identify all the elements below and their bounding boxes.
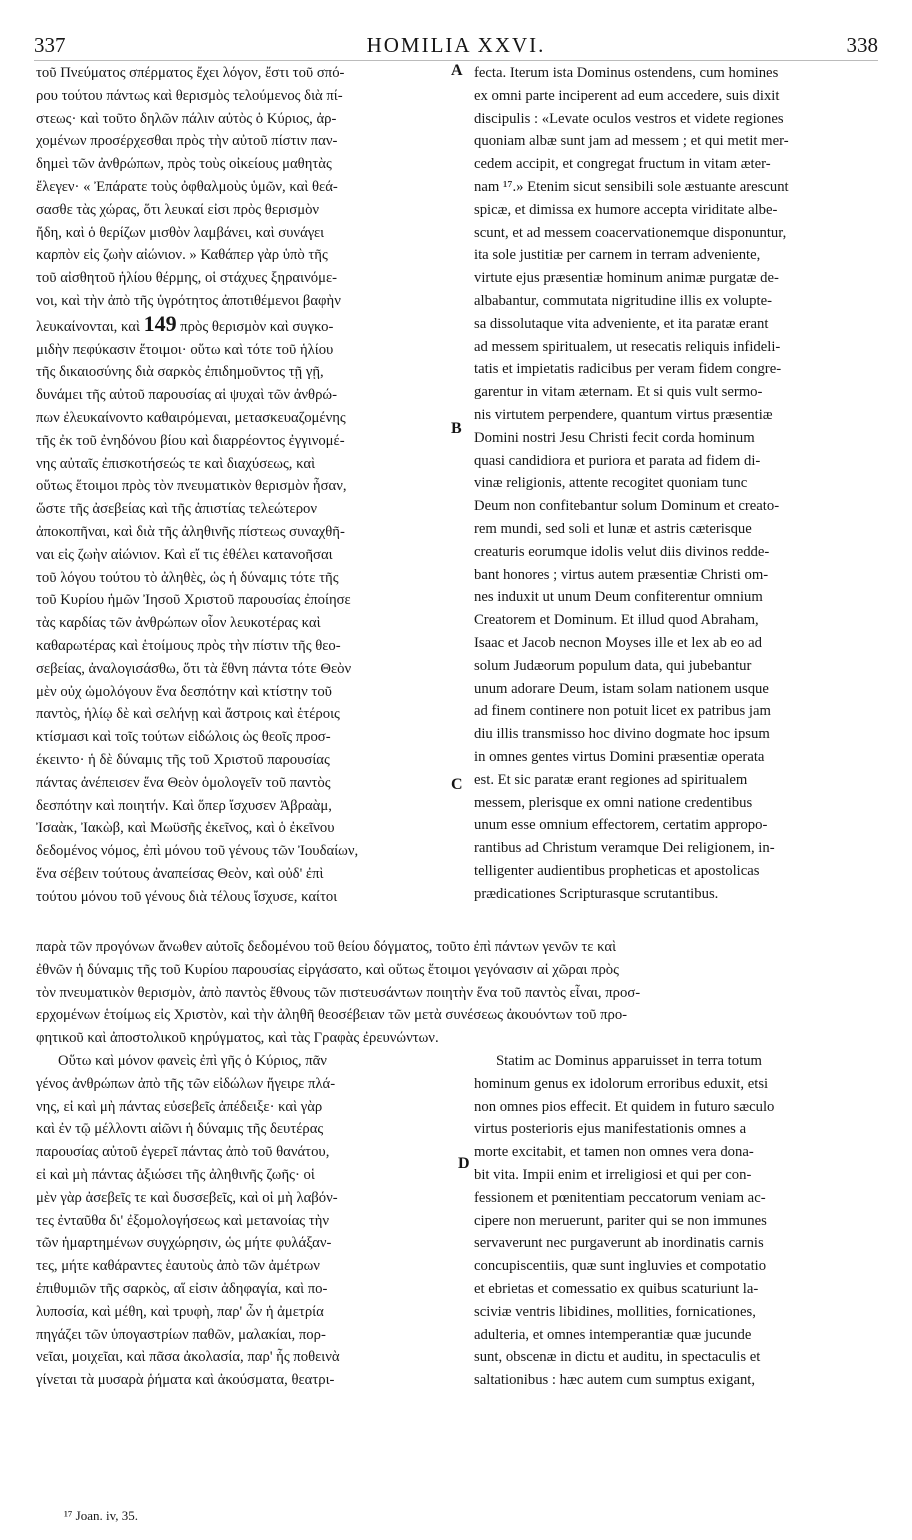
latin-text-line: sciviæ ventris libidines, mollities, fornicationes, (474, 1303, 756, 1320)
latin-text-line: albabantur, commutata nigritudine illis ex volupte- (474, 292, 772, 309)
latin-text-line: morte excitabit, et tamen non omnes vera dona- (474, 1144, 754, 1161)
greek-text-line: τῆς ἐκ τοῦ ἐνηδόνου βίου καὶ διαρρέοντος ἐγγινομέ- (36, 432, 345, 449)
greek-text-line: οὕτως ἕτοιμοι πρὸς τὸν πνευματικὸν θερισμὸν ἦσαν, (36, 478, 347, 495)
greek-text-line: δεδομένος νόμος, ἐπὶ μόνου τοῦ γένους τῶν Ἰουδαίων, (36, 843, 359, 860)
latin-text-line: sunt, obscenæ in dictu et auditu, in spectaculis et (474, 1349, 761, 1366)
greek-column-bottom (36, 1050, 454, 1392)
latin-text-line: tatis et impietatis radicibus per veram fidem congre- (474, 361, 782, 378)
latin-text-line: bit vita. Impii enim et irreligiosi et qui per con- (474, 1166, 752, 1183)
latin-text-line: cipere non meruerunt, pariter qui se non immunes (474, 1212, 767, 1229)
greek-text-line: Οὕτω καὶ μόνον φανεὶς ἐπὶ γῆς ὁ Κύριος, πᾶν (58, 1053, 327, 1069)
greek-text-line: ὥστε τῆς ἀσεβείας καὶ τῆς ἀπιστίας τελεώτερον (36, 501, 318, 518)
greek-text-line: τῶν ἡμαρτημένων συγχώρησιν, ὡς μήτε φυλάξαν- (36, 1235, 332, 1252)
greek-text-line: τοῦ λόγου τούτου τὸ ἀληθὲς, ὡς ἡ δύναμις τότε τῆς (36, 569, 339, 586)
greek-column-top (36, 62, 454, 908)
greek-text-line: δεσπότην καὶ ποιητήν. Καὶ ὅπερ ἴσχυσεν Ἀβραὰμ, (36, 797, 332, 814)
latin-text-line: messem, plerisque ex omni natione credentibus (474, 794, 753, 811)
latin-text-line: nis virtutem perpendere, quantum virtus præsentiæ (474, 406, 773, 423)
latin-text-line: non omnes pios effecit. Et quidem in futuro sæculo (474, 1098, 775, 1115)
latin-text-line: creaturis eorumque idolis velut diis divinos redde- (474, 543, 770, 560)
greek-text-line: τες ἐνταῦθα δι' ἐξομολογήσεως καὶ μετανοίας τὴν (36, 1212, 330, 1229)
latin-text-line: Domini nostri Jesu Christi fecit corda hominum (474, 429, 755, 446)
greek-text-line: νης αὐταῖς ἐπισκοτήσεώς τε καὶ διαχύσεως, καὶ (36, 455, 316, 472)
greek-text-line: φητικοῦ καὶ ἀποστολικοῦ κηρύγματος, καὶ τὰς Γραφὰς ἐρευνώντων. (36, 1030, 439, 1047)
greek-text-line: παρὰ τῶν προγόνων ἄνωθεν αὐτοῖς δεδομένου τοῦ θείου δόγματος, τοῦτο ἐπὶ πάντων γενῶν τε καὶ (36, 939, 617, 955)
latin-text-line: ex omni parte inciperent ad eum accedere, suis dixit (474, 87, 780, 104)
latin-text-line: fessionem et pœnitentiam peccatorum veniam ac- (474, 1189, 766, 1206)
latin-text-line: ita sole justitiæ per carnem in terram adveniente, (474, 247, 761, 264)
latin-text-line: solum Judæorum populum data, qui jubebantur (474, 657, 752, 674)
greek-text-line: ναι εἰς ζωὴν αἰώνιον. Καὶ εἴ τις ἐθέλει κατανοῆσαι (36, 546, 333, 563)
greek-text-line: ρου τούτου πάντως καὶ θερισμὸς τελούμενος διὰ πί- (36, 87, 343, 104)
greek-text-line: τες, μήτε καθάραντες ἑαυτοὺς ἀπὸ τῶν ἀμέτρων (36, 1258, 320, 1275)
greek-text-line: τούτου μόνου τοῦ γένους διὰ τέλους ἴσχυσε, καίτοι (36, 888, 338, 905)
latin-text-line: saltationibus : hæc autem cum sumptus exigant, (474, 1372, 756, 1389)
greek-text-line: δυνάμει τῆς αὐτοῦ παρουσίας αἱ ψυχαὶ τῶν ἀνθρώ- (36, 387, 337, 404)
latin-text-line: nam ¹⁷.» Etenim sicut sensibili sole æstuante arescunt (474, 178, 789, 195)
latin-text-line: hominum genus ex idolorum erroribus eduxit, etsi (474, 1075, 769, 1092)
greek-text-fragment: πρὸς θερισμὸν καὶ συγκο- (176, 318, 334, 335)
running-title: HOMILIA XXVI. (366, 32, 546, 57)
greek-text-line: δημεὶ τῶν ἀνθρώπων, πρὸς τοὺς οἰκείους μαθητὰς (36, 156, 332, 173)
greek-text-line: τὰς καρδίας τῶν ἀνθρώπων οἷον λευκοτέρας καὶ (36, 615, 321, 632)
greek-text-line: τοῦ Πνεύματος σπέρματος ἔχει λόγον, ἔστι τοῦ σπό- (36, 65, 345, 81)
greek-text-line: ἕνα σέβειν τούτους ἀναπείσας Θεὸν, καὶ οὐδ' ἐπὶ (36, 865, 324, 882)
greek-text-line: ἐπιθυμιῶν τῆς σαρκὸς, αἵ εἰσιν ἀδηφαγία, καὶ πο- (36, 1280, 328, 1297)
greek-text-line: λυποσία, καὶ μέθη, καὶ τρυφὴ, παρ' ὧν ἡ ἀμετρία (36, 1303, 324, 1320)
latin-text-line: Statim ac Dominus apparuisset in terra totum (496, 1053, 762, 1069)
latin-text-line: spicæ, et dimissa ex humore accepta viriditate albe- (474, 201, 778, 218)
latin-text-line: unum adorare Deum, istam solam nationem usque (474, 680, 769, 697)
latin-text-line: bant honores ; virtus autem præsentiæ Christi om- (474, 566, 769, 583)
greek-text-line: γένος ἀνθρώπων ἀπὸ τῆς τῶν εἰδώλων ἤγειρε πλά- (36, 1075, 336, 1092)
greek-text-line: κτίσμασι καὶ τοῖς τούτων εἰδώλοις ὡς θεοῖς προσ- (36, 729, 331, 746)
greek-text-line: εἰ καὶ μὴ πάντας ἀξιώσει τῆς ἀληθινῆς ζωῆς· οἱ (36, 1166, 315, 1183)
greek-text-line: καρπὸν εἰς ζωὴν αἰώνιον. » Καθάπερ γὰρ ὑπὸ τῆς (36, 247, 328, 264)
latin-text-line: virtus posterioris ejus manifestationis omnes a (474, 1121, 747, 1138)
footnote: ¹⁷ Joan. iv, 35. (64, 1508, 139, 1523)
greek-text-line: παντὸς, ἡλίῳ δὲ καὶ σελήνῃ καὶ ἄστροις καὶ ἑτέροις (36, 706, 340, 723)
greek-text-line: χομένων προσέρχεσθαι πρὸς τὴν αὐτοῦ πίστιν παν- (36, 133, 338, 150)
section-marker-d: D (458, 1155, 470, 1172)
latin-text-line: vinæ religionis, attente recogitet quoniam tunc (474, 475, 748, 492)
greek-full-width-paragraph (36, 936, 878, 1050)
greek-text-line: παρουσίας αὐτοῦ ἐγερεῖ πάντας ἀπὸ τοῦ θανάτου, (36, 1144, 330, 1161)
section-marker-b: B (451, 420, 462, 437)
greek-text-line: γίνεται τὰ μυσαρὰ ῥήματα καὶ ἀκούσματα, θεατρι- (36, 1372, 335, 1389)
latin-text-line: rantibus ad Christum veramque Dei religionem, in- (474, 840, 775, 857)
latin-text-line: rem mundi, sed soli et lunæ et astris cæterisque (474, 520, 752, 537)
latin-text-line: adulteria, et omnes intemperantiæ quæ jucunde (474, 1326, 752, 1343)
greek-text-line: ἐθνῶν ἡ δύναμις τῆς τοῦ Κυρίου παρουσίας εἰργάσατο, καὶ οὕτως ἕτοιμοι γεγόνασιν αἱ χῶραι πρὸς (36, 961, 619, 978)
latin-text-line: et ebrietas et comessatio ex quibus scaturiunt la- (474, 1280, 759, 1297)
greek-text-line: σασθε τὰς χώρας, ὅτι λευκαί εἰσι πρὸς θερισμὸν (36, 201, 320, 218)
latin-text-line: est. Et sic paratæ erant regiones ad spiritualem (474, 771, 748, 788)
left-page-number: 337 (34, 32, 66, 57)
greek-text-line: μὲν γὰρ ἀσεβεῖς τε καὶ δυσσεβεῖς, καὶ οἱ μὴ λαβόν- (36, 1189, 338, 1206)
greek-text-line: νοι, καὶ τὴν ἀπὸ τῆς ὑγρότητος ἀποτιθέμενοι βαφὴν (36, 292, 341, 309)
latin-text-line: Deum non confitebantur solum Dominum et creato- (474, 498, 780, 515)
greek-text-line: τοῦ Κυρίου ἡμῶν Ἰησοῦ Χριστοῦ παρουσίας ἐποίησε (36, 592, 351, 609)
greek-text-line: σεβείας, ἀναλογισάσθω, ὅτι τὰ ἔθνη πάντα τότε Θεὸν (36, 660, 352, 677)
latin-text-line: ad finem continere non potuit licet ex patribus jam (474, 703, 771, 720)
latin-text-line: unum esse omnium effectorem, certatim appropo- (474, 817, 768, 834)
greek-text-line: πηγάζει τῶν ὑπογαστρίων παθῶν, μαλακίαι, πορ- (36, 1326, 326, 1343)
latin-text-line: in omnes gentes virtus Domini præsentiæ operata (474, 748, 765, 765)
greek-text-line: ερχομένων ἑτοίμως εἰς Χριστὸν, καὶ τὴν ἀληθῆ θεοσέβειαν τῶν μετὰ συνέσεως ἀκουόντων τοῦ προ- (36, 1007, 628, 1024)
latin-text-line: nes induxit ut unum Deum confiterentur omnium (474, 589, 763, 606)
latin-text-line: virtute ejus præsentiæ hominum animæ purgatæ de- (474, 270, 779, 287)
greek-text-line: πων ἐλευκαίνοντο καθαιρόμεναι, μετασκευαζομένης (36, 409, 346, 426)
latin-text-line: concupiscentiis, quæ sunt ingluvies et compotatio (474, 1258, 767, 1275)
greek-text-line: τὸν πνευματικὸν θερισμὸν, ἀπὸ παντὸς ἔθνους τῶν πιστευσάντων ποιητὴν ἕνα τοῦ παντὸς εἶναι, προσ- (36, 984, 641, 1001)
running-header (34, 30, 878, 61)
column-number: 149 (143, 312, 177, 336)
greek-text-line (36, 313, 454, 339)
right-page-number: 338 (846, 32, 878, 57)
greek-text-line: τοῦ αἰσθητοῦ ἡλίου θέρμης, οἱ στάχυες ξηραινόμε- (36, 270, 338, 287)
latin-text-line: discipulis : «Levate oculos vestros et videte regiones (474, 110, 784, 127)
latin-text-line: Creatorem et Dominum. Et illud quod Abraham, (474, 612, 759, 629)
latin-text-line: prædicationes Scripturasque scrutantibus. (474, 885, 719, 902)
latin-text-line: cedem accipit, et congregat fructum in vitam æter- (474, 156, 771, 173)
latin-text-line: quoniam albæ sunt jam ad messem ; et qui metit mer- (474, 133, 789, 150)
latin-text-line: diu illis transmisso hoc divino dogmate hoc ipsum (474, 726, 770, 743)
greek-text-line: έκειντο· ἡ δὲ δύναμις τῆς τοῦ Χριστοῦ παρουσίας (36, 751, 330, 768)
greek-text-fragment: λευκαίνονται, καὶ (36, 318, 144, 335)
greek-text-line: ἔλεγεν· « Ἐπάρατε τοὺς ὀφθαλμοὺς ὑμῶν, καὶ θεά- (36, 178, 338, 195)
latin-text-line: ad messem spiritualem, ut resecatis reliquis infideli- (474, 338, 781, 355)
greek-text-line: καὶ ἐν τῷ μέλλοντι αἰῶνι ἡ δύναμις τῆς δευτέρας (36, 1121, 324, 1138)
latin-column-bottom (474, 1050, 878, 1392)
section-marker-c: C (451, 776, 463, 793)
greek-text-line: νης, εἰ καὶ μὴ πάντας εὐσεβεῖς ἀπέδειξε· καὶ γὰρ (36, 1098, 323, 1115)
section-marker-a: A (451, 62, 463, 79)
latin-text-line: scunt, et ad messem coacervationemque disponuntur, (474, 224, 787, 241)
latin-text-line: telligenter audientibus propheticas et apostolicas (474, 862, 760, 879)
greek-text-line: στεως· καὶ τοῦτο δηλῶν πάλιν αὐτὸς ὁ Κύριος, ἀρ- (36, 110, 337, 127)
greek-text-line: πάντας ἀνέπεισεν ἕνα Θεὸν ὁμολογεῖν τοῦ παντὸς (36, 774, 331, 791)
latin-text-line: garentur in vitam æternam. Et si quis vult sermo- (474, 384, 763, 401)
greek-text-line: ἤδη, καὶ ὁ θερίζων μισθὸν λαμβάνει, καὶ συνάγει (36, 224, 325, 241)
latin-column-top (474, 62, 878, 905)
latin-text-line: servaverunt nec purgaverunt ab inordinatis carnis (474, 1235, 764, 1252)
latin-text-line: Isaac et Jacob necnon Moyses ille et lex ab eo ad (474, 634, 762, 651)
greek-text-line: καθαρωτέρας καὶ ἑτοίμους πρὸς τὴν πίστιν τῆς θεο- (36, 637, 341, 654)
greek-text-line: ἀποκοπῆναι, καὶ διὰ τῆς ἀληθινῆς πίστεως συναχθῆ- (36, 523, 345, 540)
latin-text-line: fecta. Iterum ista Dominus ostendens, cum homines (474, 65, 779, 81)
greek-text-line: τῆς δικαιοσύνης διὰ σαρκὸς ἐπιδημοῦντος τῇ γῇ, (36, 364, 324, 381)
latin-text-line: quasi candidiora et puriora et parata ad fidem di- (474, 452, 761, 469)
latin-text-line: sa dissolutaque vita adveniente, et ita paratæ erant (474, 315, 769, 332)
greek-text-line: μὲν οὐχ ὡμολόγουν ἕνα δεσπότην καὶ κτίστην τοῦ (36, 683, 332, 700)
greek-text-line: Ἰσαὰκ, Ἰακὼβ, καὶ Μωϋσῆς ἐκεῖνος, καὶ ὁ ἐκεῖνου (36, 820, 335, 837)
greek-text-line: νεῖαι, μοιχεῖαι, καὶ πᾶσα ἀκολασία, παρ' ἧς ποθεινὰ (36, 1349, 340, 1366)
greek-text-line: μιδὴν πεφύκασιν ἕτοιμοι· οὕτω καὶ τότε τοῦ ἡλίου (36, 341, 334, 358)
